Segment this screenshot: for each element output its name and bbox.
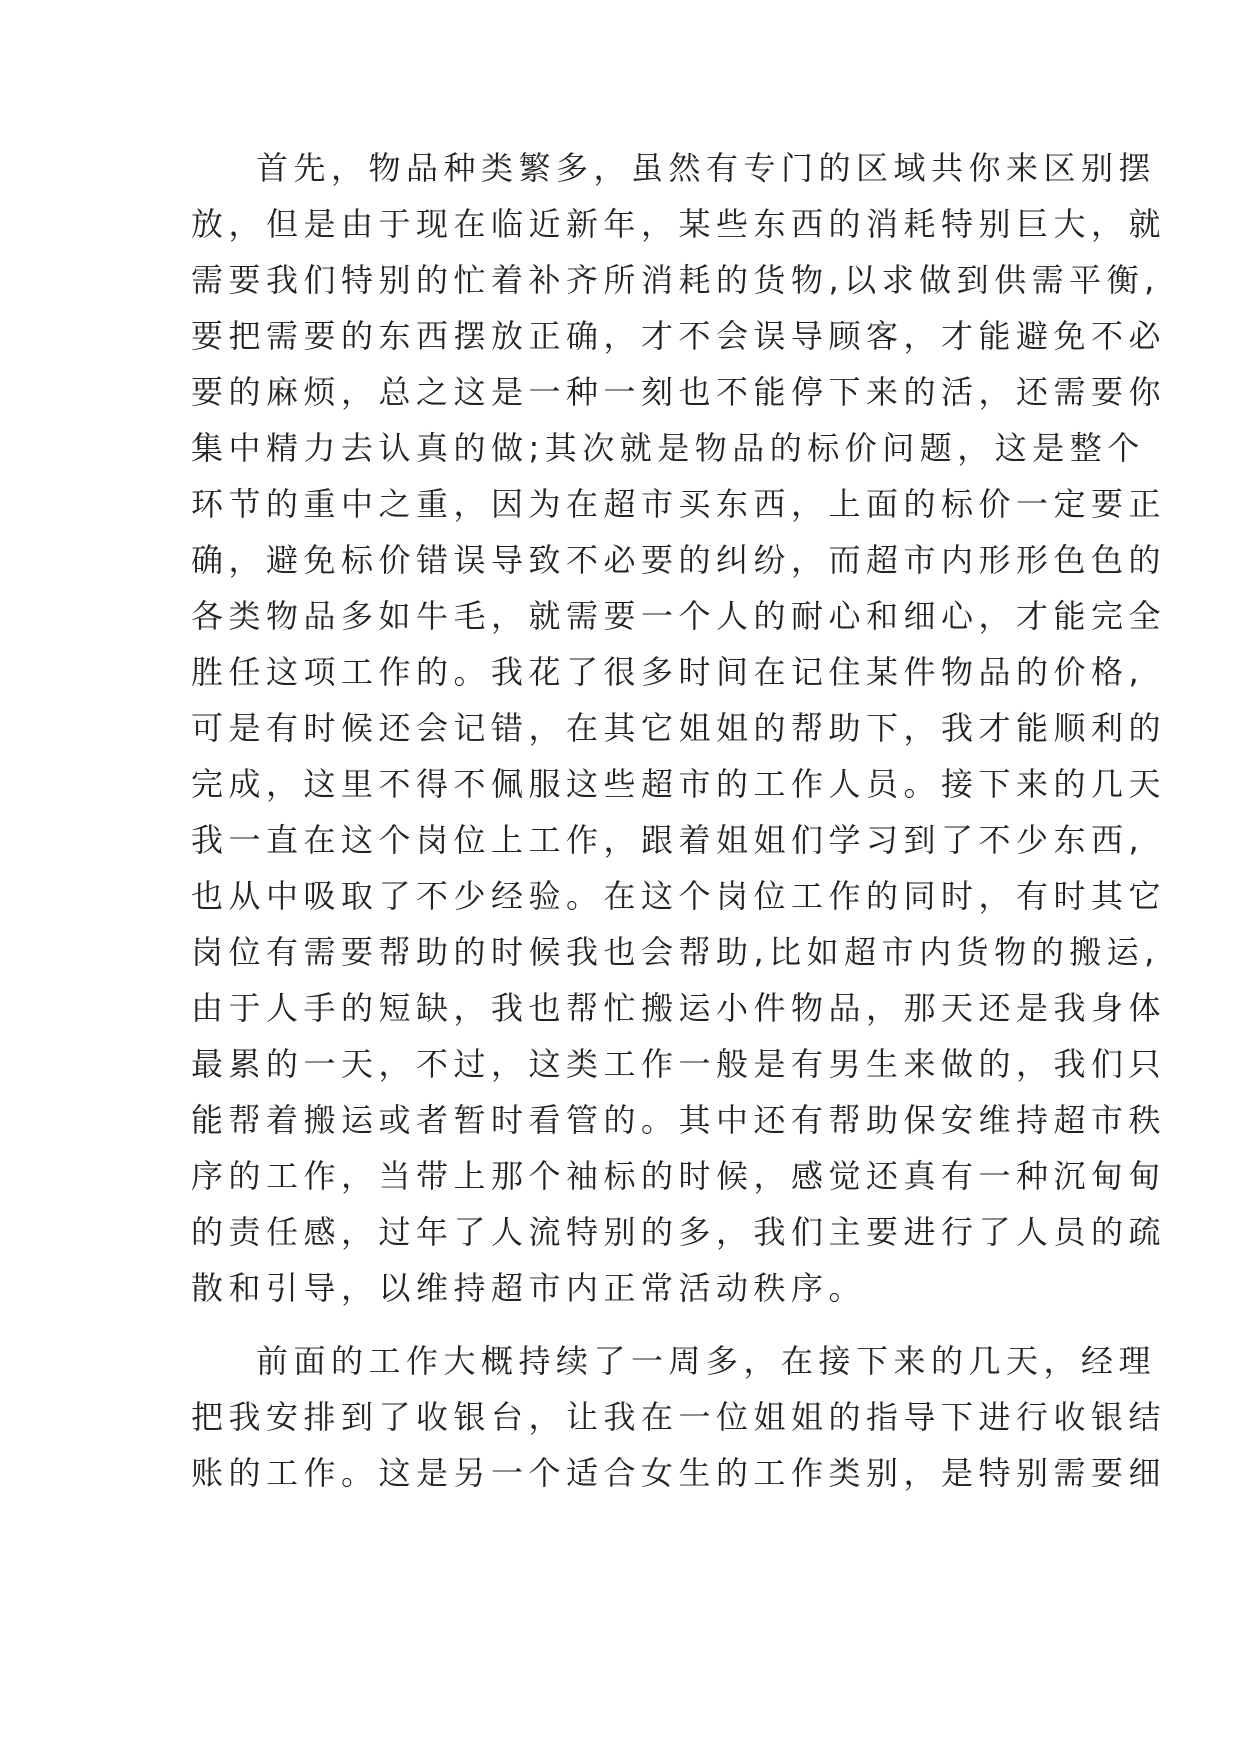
paragraph-1-line-7: 环节的重中之重，因为在超市买东西，上面的标价一定要正 xyxy=(191,485,1167,523)
paragraph-1-line-18: 能帮着搬运或者暂时看管的。其中还有帮助保安维持超市秩 xyxy=(191,1101,1167,1139)
paragraph-2-line-1: 前面的工作大概持续了一周多，在接下来的几天，经理 xyxy=(256,1342,1157,1380)
paragraph-2-line-3: 账的工作。这是另一个适合女生的工作类别，是特别需要细 xyxy=(191,1454,1167,1492)
paragraph-1-line-9: 各类物品多如牛毛，就需要一个人的耐心和细心，才能完全 xyxy=(191,597,1167,635)
paragraph-2-line-2: 把我安排到了收银台，让我在一位姐姐的指导下进行收银结 xyxy=(191,1398,1167,1436)
paragraph-1-line-3: 需要我们特别的忙着补齐所消耗的货物,以求做到供需平衡, xyxy=(191,261,1160,299)
paragraph-1-line-1: 首先，物品种类繁多，虽然有专门的区域共你来区别摆 xyxy=(256,149,1157,187)
paragraph-1-line-15: 岗位有需要帮助的时候我也会帮助,比如超市内货物的搬运, xyxy=(191,933,1160,971)
paragraph-1-line-10: 胜任这项工作的。我花了很多时间在记住某件物品的价格, xyxy=(191,653,1145,691)
paragraph-1-line-6: 集中精力去认真的做;其次就是物品的标价问题，这是整个 xyxy=(191,429,1145,467)
paragraph-1-line-14: 也从中吸取了不少经验。在这个岗位工作的同时，有时其它 xyxy=(191,877,1167,915)
paragraph-1-line-21: 散和引导，以维持超市内正常活动秩序。 xyxy=(191,1269,867,1307)
paragraph-1-line-5: 要的麻烦，总之这是一种一刻也不能停下来的活，还需要你 xyxy=(191,373,1167,411)
paragraph-1-line-12: 完成，这里不得不佩服这些超市的工作人员。接下来的几天 xyxy=(191,765,1167,803)
paragraph-1-line-2: 放，但是由于现在临近新年，某些东西的消耗特别巨大，就 xyxy=(191,205,1167,243)
paragraph-1-line-8: 确，避免标价错误导致不必要的纠纷，而超市内形形色色的 xyxy=(191,541,1167,579)
paragraph-1-line-20: 的责任感，过年了人流特别的多，我们主要进行了人员的疏 xyxy=(191,1213,1167,1251)
paragraph-1-line-16: 由于人手的短缺，我也帮忙搬运小件物品，那天还是我身体 xyxy=(191,989,1167,1027)
paragraph-1-line-13: 我一直在这个岗位上工作，跟着姐姐们学习到了不少东西, xyxy=(191,821,1145,859)
paragraph-1-line-17: 最累的一天，不过，这类工作一般是有男生来做的，我们只 xyxy=(191,1045,1167,1083)
paragraph-1-line-4: 要把需要的东西摆放正确，才不会误导顾客，才能避免不必 xyxy=(191,317,1167,355)
paragraph-1-line-19: 序的工作，当带上那个袖标的时候，感觉还真有一种沉甸甸 xyxy=(191,1157,1167,1195)
paragraph-1-line-11: 可是有时候还会记错，在其它姐姐的帮助下，我才能顺利的 xyxy=(191,709,1167,747)
